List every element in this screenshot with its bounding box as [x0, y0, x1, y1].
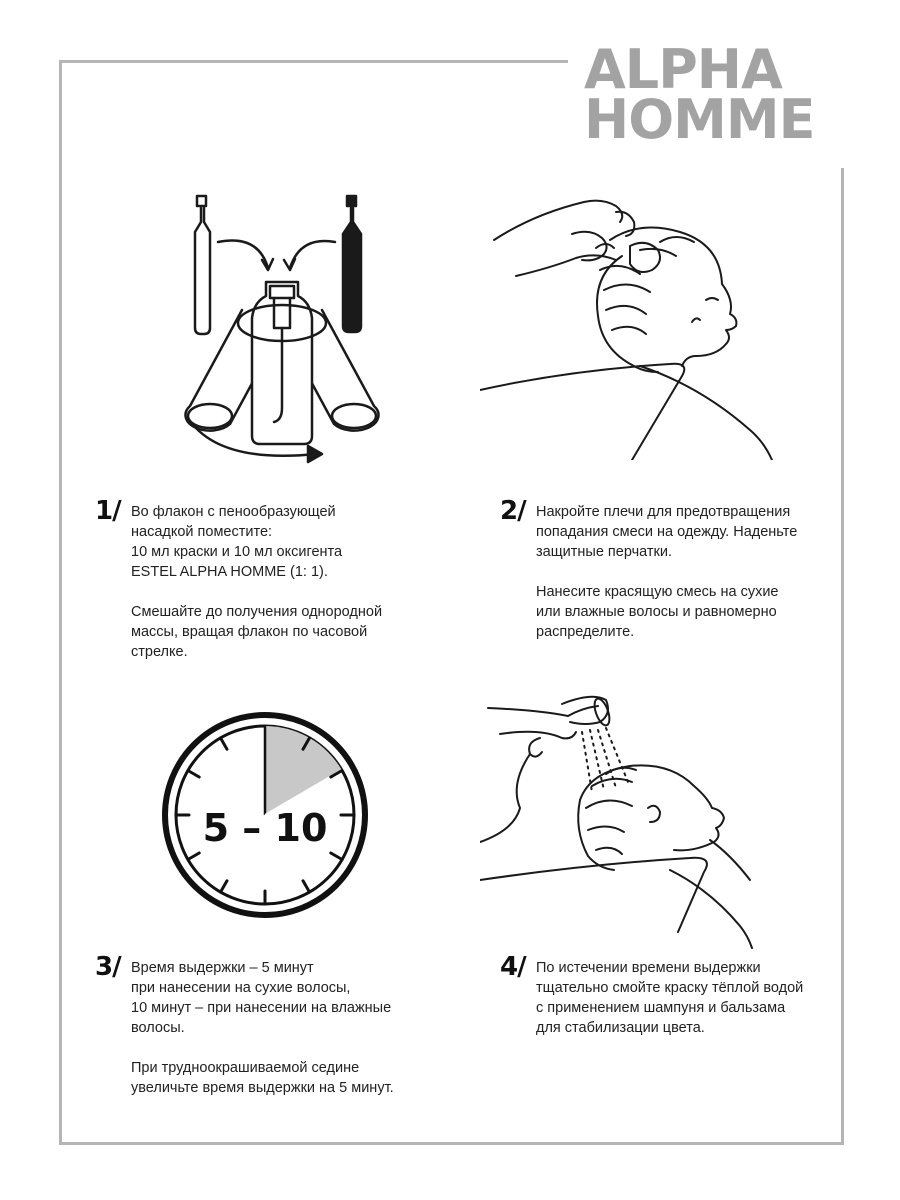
step-description — [536, 502, 836, 662]
step-paragraph: Нанесите красящую смесь на сухие или влажные волосы и равномерно распределите. — [536, 584, 779, 640]
hair-rinse-icon — [480, 690, 770, 950]
step-number: 3/ — [95, 952, 121, 982]
step-description — [131, 502, 421, 682]
frame-right — [841, 168, 844, 1145]
frame-top — [59, 60, 568, 63]
frame-bottom — [59, 1142, 844, 1145]
step-description — [536, 958, 836, 1058]
timer-label: 5 – 10 — [202, 806, 328, 850]
step-number: 2/ — [500, 496, 526, 526]
step-paragraph: При трудноокрашиваемой седине увеличьте время выдержки на 5 минут. — [131, 1060, 394, 1096]
step-number: 1/ — [95, 496, 121, 526]
brand-line-2: HOMME — [584, 88, 815, 151]
brand-line-1: ALPHA — [584, 38, 782, 101]
step-paragraph: Накройте плечи для предотвращения попадания смеси на одежду. Наденьте защитные перчатки. — [536, 504, 798, 560]
step-description — [131, 958, 421, 1118]
frame-left — [59, 60, 62, 1145]
mixing-bottle-icon — [170, 190, 400, 480]
step-number: 4/ — [500, 952, 526, 982]
step-paragraph: Смешайте до получения однородной массы, вращая флакон по часовой стрелке. — [131, 604, 383, 660]
step-paragraph: Время выдержки – 5 минут при нанесении на сухие волосы, 10 минут – при нанесении на влажные волосы. — [131, 960, 392, 1036]
brand-logo — [584, 38, 834, 151]
step-paragraph: По истечении времени выдержки тщательно смойте краску тёплой водой с применением шампуня и бальзама для стабилизации цвета. — [536, 960, 804, 1036]
timer-clock-icon — [160, 710, 370, 920]
hair-application-icon — [480, 190, 780, 460]
step-paragraph: Во флакон с пенообразующей насадкой поместите: 10 мл краски и 10 мл оксигента ESTEL ALPHA HOMME (1: 1). — [131, 504, 343, 580]
